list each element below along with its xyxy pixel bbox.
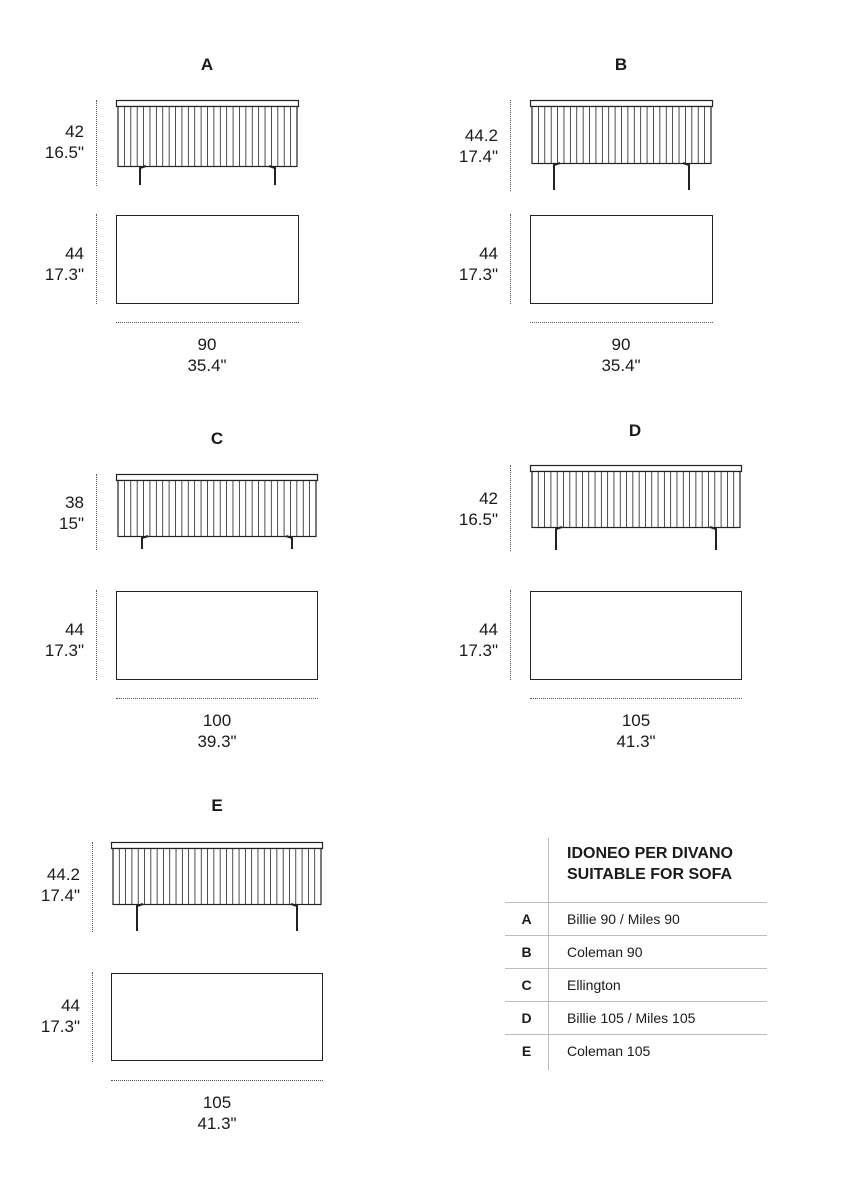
item-b-width-in: 35.4" <box>601 356 641 375</box>
item-e-elevation <box>111 842 323 932</box>
item-c-height-guide <box>96 474 97 550</box>
item-d-width-in: 41.3" <box>616 732 656 751</box>
item-c-depth-guide <box>96 590 97 680</box>
table-row-key: B <box>521 944 532 960</box>
item-c-width-in: 39.3" <box>197 732 237 751</box>
item-d-height <box>428 488 498 530</box>
item-d-plan-view <box>530 591 742 680</box>
item-b-depth-guide <box>510 214 511 304</box>
item-d-depth-guide <box>510 590 511 680</box>
top-slab <box>531 466 742 472</box>
table-row <box>505 935 767 968</box>
item-b-elevation <box>530 100 713 191</box>
item-c-depth <box>14 619 84 661</box>
item-e-plan-view <box>111 973 323 1061</box>
item-d-width <box>576 710 696 752</box>
item-a-height <box>14 121 84 163</box>
leg <box>140 166 146 185</box>
table-row <box>505 968 767 1001</box>
item-a-height-cm: 42 <box>65 122 84 141</box>
table-title-it: IDONEO PER DIVANO <box>567 845 733 862</box>
item-e-height <box>10 864 80 906</box>
item-c-width-cm: 100 <box>202 711 232 730</box>
item-d-depth-in: 17.3" <box>458 641 498 660</box>
item-b-width <box>561 334 681 376</box>
item-b-height-in: 17.4" <box>458 147 498 166</box>
item-b-depth-in: 17.3" <box>458 265 498 284</box>
item-c-width-guide <box>116 698 318 699</box>
item-d-elevation <box>530 465 742 551</box>
item-b-plan-view <box>530 215 713 304</box>
item-e-depth-guide <box>92 972 93 1062</box>
item-a-depth <box>14 243 84 285</box>
table-row <box>505 1001 767 1034</box>
item-e-height-in: 17.4" <box>40 886 80 905</box>
leg <box>286 536 292 549</box>
item-e-width-in: 41.3" <box>197 1114 237 1133</box>
item-d-depth <box>428 619 498 661</box>
item-b-height <box>428 125 498 167</box>
item-b-width-cm: 90 <box>611 335 631 354</box>
item-a-width <box>147 334 267 376</box>
table-row-value: Billie 90 / Miles 90 <box>567 911 680 927</box>
table-row <box>505 902 767 935</box>
item-c-letter: C <box>210 429 224 448</box>
item-a-width-cm: 90 <box>197 335 217 354</box>
item-b-letter: B <box>614 55 628 74</box>
item-b-width-guide <box>530 322 713 323</box>
leg <box>269 166 275 185</box>
item-e-height-guide <box>92 842 93 932</box>
item-e-depth-in: 17.3" <box>40 1017 80 1036</box>
item-a-letter: A <box>200 55 214 74</box>
item-c-depth-cm: 44 <box>65 620 84 639</box>
top-slab <box>117 475 318 481</box>
item-d-letter: D <box>628 421 642 440</box>
table-row-key: D <box>521 1010 532 1026</box>
item-c-width <box>157 710 277 752</box>
item-c-height <box>14 492 84 534</box>
item-c-plan-view <box>116 591 318 680</box>
item-e-letter: E <box>211 796 223 815</box>
top-slab <box>112 843 323 849</box>
item-e-depth <box>10 995 80 1037</box>
leg <box>710 527 716 550</box>
item-a-elevation <box>116 100 299 186</box>
item-d-width-guide <box>530 698 742 699</box>
top-slab <box>117 101 299 107</box>
item-c-height-cm: 38 <box>65 493 84 512</box>
table-row-key: A <box>521 911 532 927</box>
table-title-en: SUITABLE FOR SOFA <box>567 866 733 883</box>
cabinet-body <box>118 481 316 537</box>
leg <box>683 163 689 190</box>
item-b-depth-cm: 44 <box>479 244 498 263</box>
leg <box>556 527 562 550</box>
table-row-value: Coleman 90 <box>567 944 643 960</box>
table-row-value: Coleman 105 <box>567 1043 651 1059</box>
item-a-height-guide <box>96 100 97 186</box>
item-a-height-in: 16.5" <box>44 143 84 162</box>
item-a-depth-in: 17.3" <box>44 265 84 284</box>
item-c-depth-in: 17.3" <box>44 641 84 660</box>
item-e-depth-cm: 44 <box>61 996 80 1015</box>
table-row-value: Ellington <box>567 977 621 993</box>
item-d-height-in: 16.5" <box>458 510 498 529</box>
item-e-width <box>157 1092 277 1134</box>
item-a-width-in: 35.4" <box>187 356 227 375</box>
table-row <box>505 1034 767 1067</box>
item-d-height-cm: 42 <box>479 489 498 508</box>
table-row-key: C <box>521 977 532 993</box>
item-d-depth-cm: 44 <box>479 620 498 639</box>
table-row-value: Billie 105 / Miles 105 <box>567 1010 696 1026</box>
item-d-width-cm: 105 <box>621 711 651 730</box>
item-a-depth-guide <box>96 214 97 304</box>
top-slab <box>531 101 713 107</box>
item-e-height-cm: 44.2 <box>46 865 80 884</box>
item-a-width-guide <box>116 322 299 323</box>
item-b-depth <box>428 243 498 285</box>
table-title <box>567 843 733 885</box>
item-a-depth-cm: 44 <box>65 244 84 263</box>
item-c-elevation <box>116 474 318 550</box>
item-a-plan-view <box>116 215 299 304</box>
leg <box>142 536 148 549</box>
leg <box>137 904 143 931</box>
item-b-height-cm: 44.2 <box>464 126 498 145</box>
leg <box>554 163 560 190</box>
leg <box>291 904 297 931</box>
item-b-height-guide <box>510 100 511 191</box>
item-e-width-guide <box>111 1080 323 1081</box>
item-c-height-in: 15" <box>59 514 84 533</box>
item-d-height-guide <box>510 465 511 551</box>
item-e-width-cm: 105 <box>202 1093 232 1112</box>
table-row-key: E <box>521 1043 532 1059</box>
